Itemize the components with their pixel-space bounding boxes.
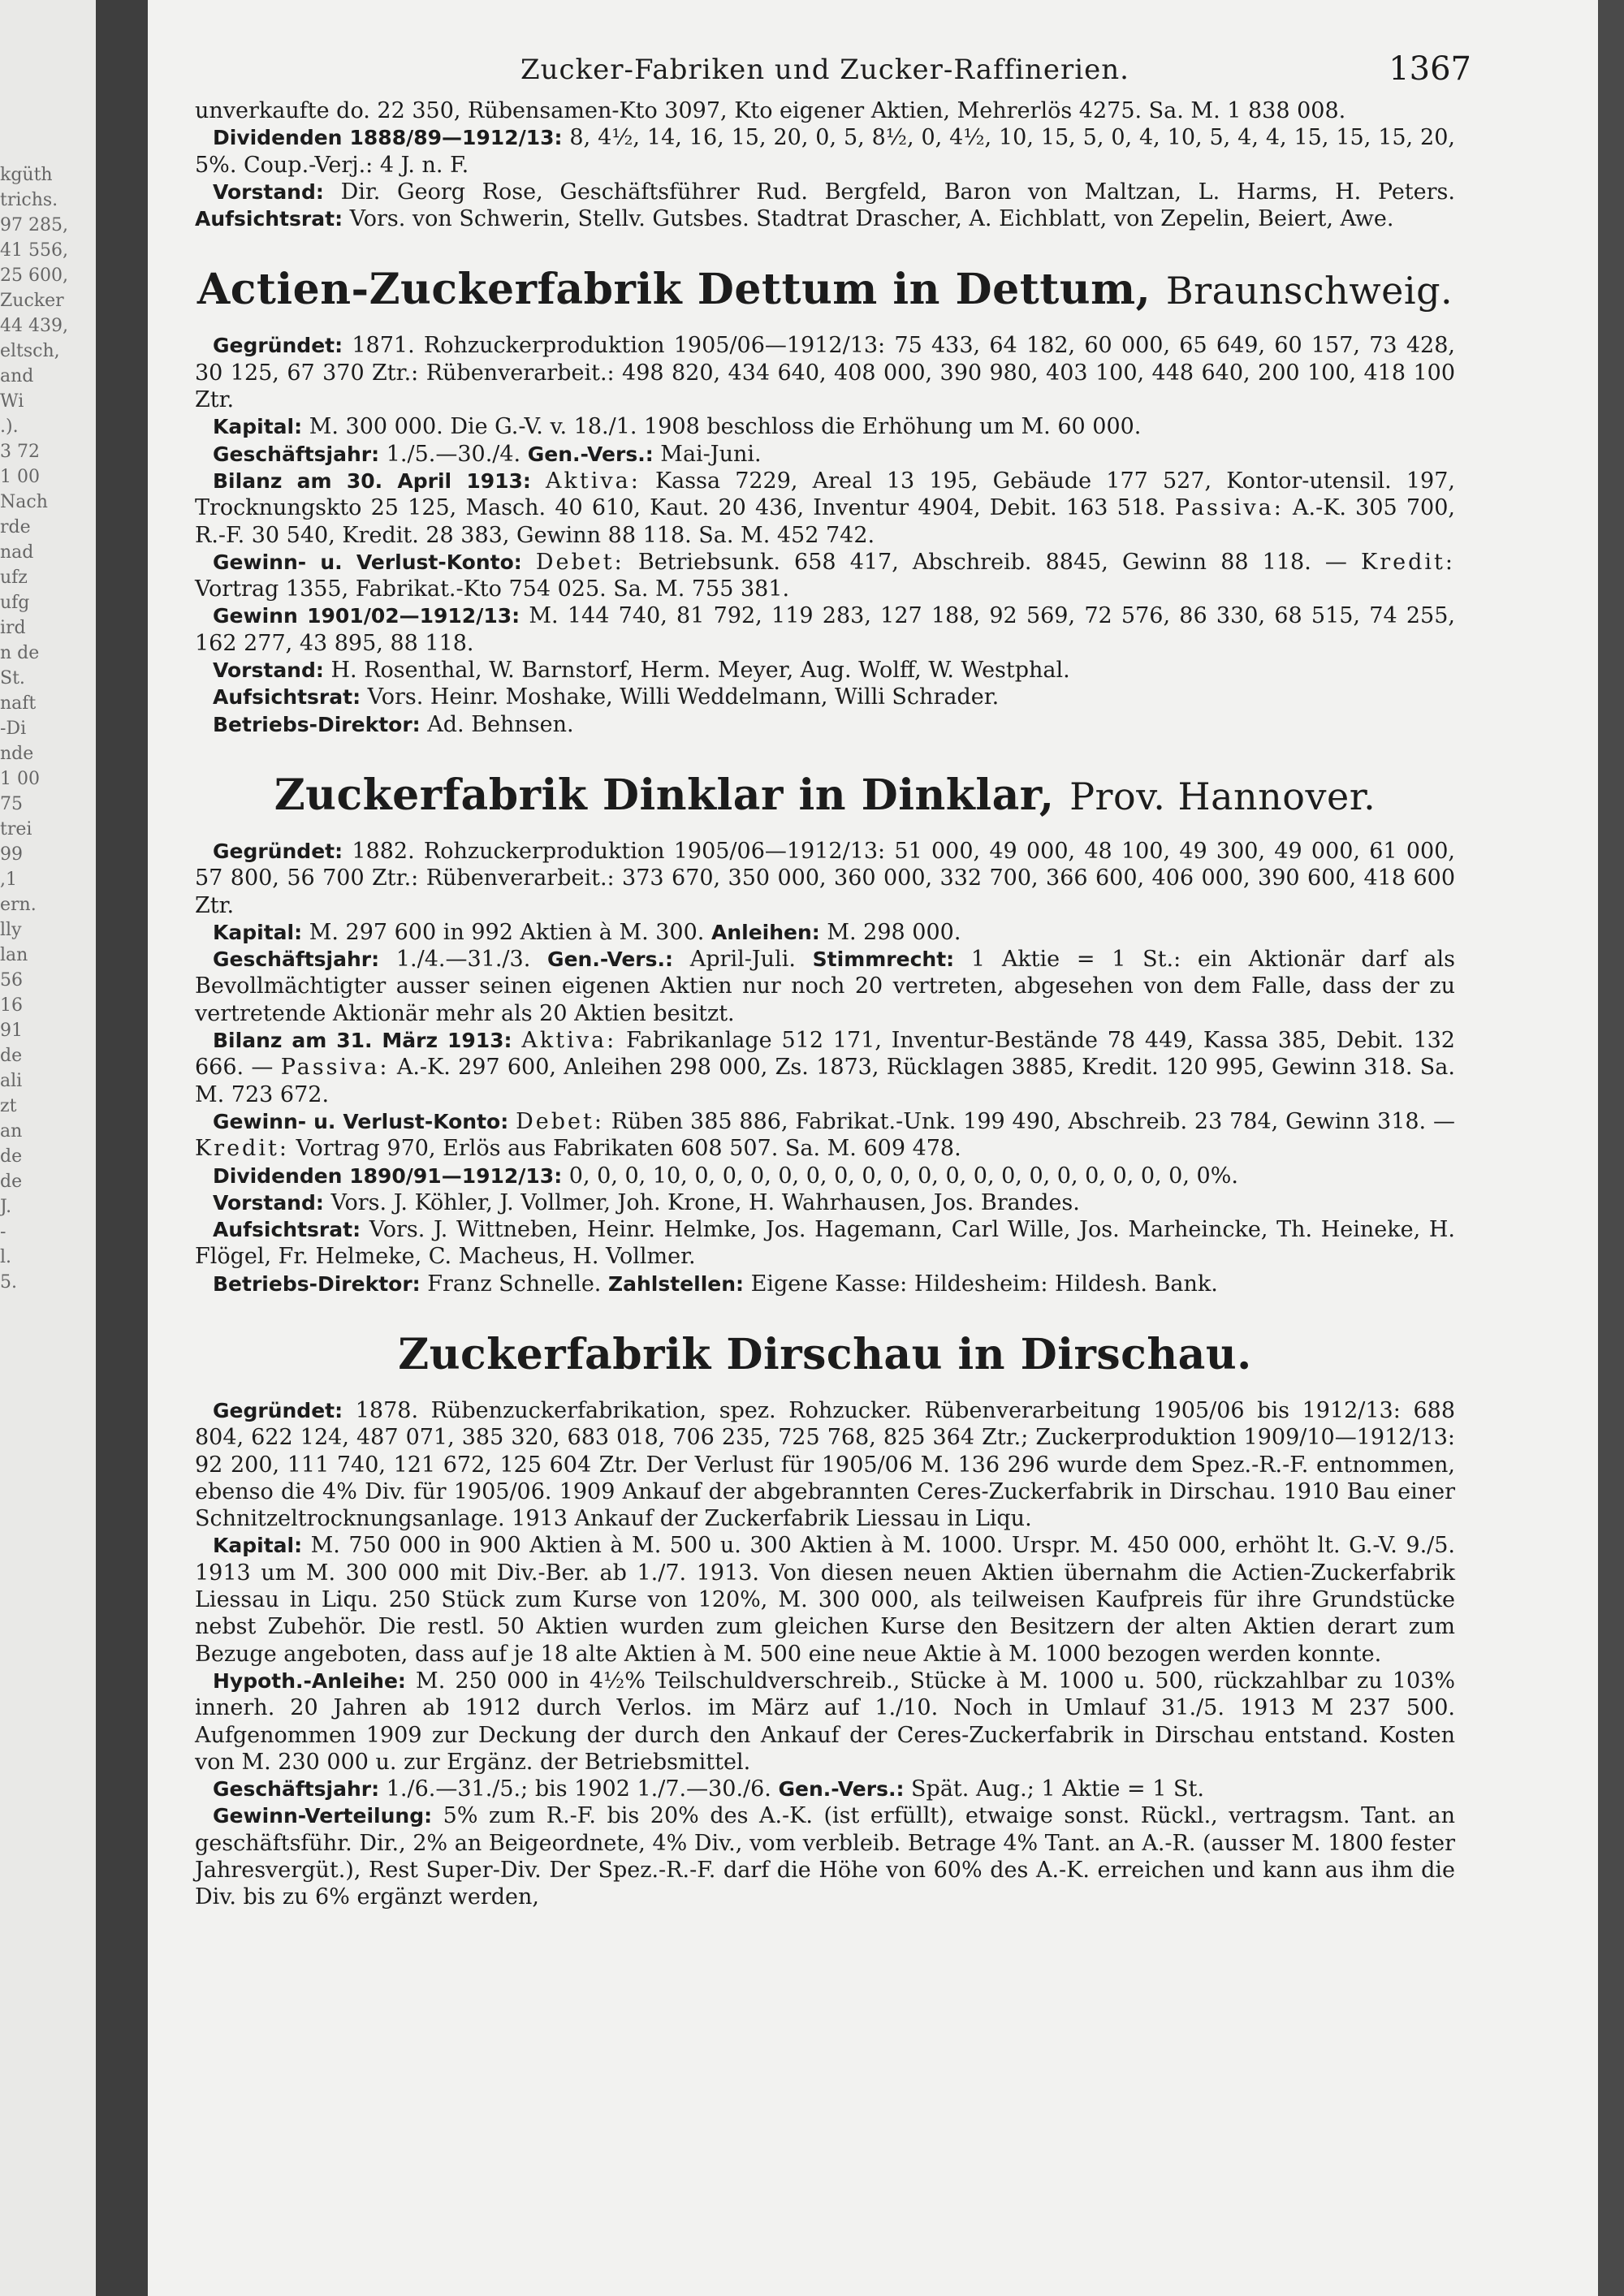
field-gewinn — [195, 602, 1455, 657]
adjacent-page-fragment: l. — [0, 1247, 12, 1267]
adjacent-page-fragment: ern. — [0, 895, 37, 915]
adjacent-page-fragment: ufz — [0, 568, 28, 588]
adjacent-page-fragment: 97 285, — [0, 215, 68, 235]
field-value: 1878. Rübenzuckerfabrikation, spez. Rohzucker. Rübenverarbeitung 1905/06 bis 1912/13: 688 804, 622 124, 487 071, 385 320, 683 018, 706 235, 725 768, 825 364 Ztr.; Zuckerproduktion 1909/10—1912/13: 92 200, 111 740, 121 672, 125 604 Ztr. Der Verlust für 1905/06 M. 136 296 wurde dem Spez.-R.-F. entnommen, ebenso die 4% Div. für 1905/06. 1909 Ankauf der abgebrannten Ceres-Zuckerfabrik in Dirschau. 1910 Bau einer Schnitzeltrocknungsanlage. 1913 Ankauf der Zuckerfabrik Liessau in Liqu. — [195, 1397, 1455, 1532]
sub-label: Aktiva: — [521, 1028, 617, 1054]
field-guv — [195, 549, 1455, 603]
field-label: Gen.-Vers.: — [778, 1777, 905, 1802]
field-value: 1./5.—30./4. — [386, 441, 521, 467]
adjacent-page-fragment: J. — [0, 1197, 12, 1217]
field-value: 1 Aktie = 1 St.: ein Aktionär darf als Bevollmächtigter ausser seinen eigenen Aktien nur noch 20 vertreten, abgesehen von dem Falle, dass der zu vertretende Aktionär mehr als 20 Aktien besitzt. — [195, 947, 1456, 1026]
adjacent-page-fragment: and — [0, 366, 34, 386]
field-label: Bilanz am 31. März 1913: — [213, 1029, 512, 1053]
adjacent-page-fragment: 41 556, — [0, 240, 68, 261]
field-value: Vors. J. Köhler, J. Vollmer, Joh. Krone, H. Wahrhausen, Jos. Brandes. — [330, 1189, 1080, 1215]
field-label: Dividenden 1890/91—1912/13: — [213, 1163, 563, 1188]
sub-label: Passiva: — [1174, 495, 1284, 521]
adjacent-page-text — [0, 162, 89, 1295]
adjacent-page-fragment: ufg — [0, 593, 30, 613]
entry-dettum — [195, 265, 1455, 737]
adjacent-page-fragment: nad — [0, 542, 34, 563]
field-label: Kapital: — [213, 920, 303, 944]
adjacent-page-fragment: 3 72 — [0, 442, 40, 462]
running-title: Zucker-Fabriken und Zucker-Raffinerien. — [520, 54, 1129, 86]
field-value: Dir. Georg Rose, Geschäftsführer Rud. Bergfeld, Baron von Maltzan, L. Harms, H. Peters. — [340, 179, 1455, 205]
field-label: Gewinn- u. Verlust-Konto: — [213, 550, 522, 574]
field-value: Mai-Juni. — [660, 441, 762, 467]
field-value: Betriebsunk. 658 417, Abschreib. 8845, Gewinn 88 118. — — [637, 549, 1347, 575]
field-geschaeftsjahr — [195, 1776, 1455, 1802]
company-name: Actien-Zuckerfabrik Dettum in Dettum, — [197, 265, 1151, 315]
field-kapital — [195, 413, 1455, 440]
adjacent-page-fragment: de — [0, 1146, 23, 1167]
field-value: 1882. Rohzuckerproduktion 1905/06—1912/13: 51 000, 49 000, 48 100, 49 300, 49 000, 61 000, 57 800, 56 700 Ztr.: Rübenverarbeit.: 373 670, 350 000, 360 000, 332 700, 366 600, 406 000, 390 600, 418 600 Ztr. — [195, 838, 1455, 918]
field-value: H. Rosenthal, W. Barnstorf, Herm. Meyer, Aug. Wolff, W. Westphal. — [330, 658, 1070, 684]
field-geschaeftsjahr — [195, 946, 1455, 1027]
field-label: Gegründet: — [213, 839, 343, 863]
adjacent-page-fragment: ,1 — [0, 870, 17, 890]
field-value: Ad. Behnsen. — [427, 711, 574, 737]
field-value: 5% zum R.-F. bis 20% des A.-K. (ist erfüllt), etwaige sonst. Rückl., vertragsm. Tant. an geschäftsführ. Dir., 2% an Beigeordnete, 4% Div., vom verbleib. Betrage 4% Tant. an A.-R. (ausser M. 1800 fester Jahresvergüt.), Rest Super-Div. Der Spez.-R.-F. darf die Höhe von 60% des A.-K. erreichen und kann aus ihm die Div. bis zu 6% ergänzt werden, — [195, 1803, 1455, 1910]
adjacent-page-fragment: .). — [0, 416, 19, 437]
page-body — [195, 50, 1471, 1911]
field-value: 1871. Rohzuckerproduktion 1905/06—1912/13: 75 433, 64 182, 60 000, 65 649, 60 157, 73 428, 30 125, 67 370 Ztr.: Rübenverarbeit.: 498 820, 434 640, 408 000, 390 980, 403 100, 448 640, 200 100, 418 100 Ztr. — [195, 333, 1455, 413]
adjacent-page-fragment: naft — [0, 693, 37, 714]
page-number: 1367 — [1389, 50, 1471, 88]
adjacent-page-fragment: ali — [0, 1071, 23, 1091]
field-value: Vortrag 1355, Fabrikat.-Kto 754 025. Sa. M. 755 381. — [195, 576, 790, 602]
intro-line — [195, 97, 1455, 124]
field-value: 1./4.—31./3. — [395, 947, 531, 973]
adjacent-page-fragment: lly — [0, 920, 22, 940]
company-place: Braunschweig. — [1165, 269, 1453, 313]
sub-label: Aktiva: — [546, 468, 641, 494]
field-aufsichtsrat — [195, 684, 1455, 710]
adjacent-page-fragment: rde — [0, 517, 31, 537]
field-value: Eigene Kasse: Hildesheim: Hildesh. Bank. — [750, 1271, 1218, 1297]
field-betriebsdirektor — [195, 1271, 1455, 1297]
field-value: Kassa 7229, Areal 13 195, Gebäude 177 527, Kontor-utensil. 197, Trocknungskto 25 125, Masch. 40 610, Kaut. 20 436, Inventur 4904, Debit. 163 518. — [195, 468, 1455, 521]
field-vorstand — [195, 1189, 1455, 1216]
company-place: Prov. Hannover. — [1069, 774, 1376, 818]
running-header — [195, 50, 1471, 97]
field-label: Gen.-Vers.: — [527, 442, 654, 466]
field-label: Hypoth.-Anleihe: — [213, 1668, 406, 1693]
field-label: Zahlstellen: — [608, 1271, 745, 1296]
field-value: A.-K. 297 600, Anleihen 298 000, Zs. 1873, Rücklagen 3885, Kredit. 120 995, Gewinn 318. Sa. M. 723 672. — [195, 1055, 1455, 1107]
adjacent-page-fragment: n de — [0, 643, 40, 663]
field-value: Fabrikanlage 512 171, Inventur-Bestände 78 449, Kassa 385, Debit. 132 666. — — [195, 1028, 1455, 1081]
field-label: Gegründet: — [213, 334, 343, 358]
field-label: Stimmrecht: — [812, 947, 955, 972]
field-kapital — [195, 1532, 1455, 1667]
entry-dirschau — [195, 1330, 1455, 1911]
field-label: Aufsichtsrat: — [213, 685, 361, 710]
adjacent-page-fragment: de — [0, 1172, 23, 1192]
field-value: Vortrag 970, Erlös aus Fabrikaten 608 507. Sa. M. 609 478. — [296, 1136, 961, 1162]
field-value: M. 250 000 in 4½% Teilschuldverschreib., Stücke à M. 1000 u. 500, rückzahlbar zu 103% innerh. 20 Jahren ab 1912 durch Verlos. im März auf 1./10. Noch in Umlauf 31./5. 1913 M 237 500. Aufgenommen 1909 zur Deckung der durch den Ankauf der Ceres-Zuckerfabrik in Dirschau entstand. Kosten von M. 230 000 u. zur Ergänz. der Betriebsmittel. — [195, 1668, 1455, 1775]
field-label: Gegründet: — [213, 1398, 343, 1422]
adjacent-page-fragment: -Di — [0, 719, 27, 739]
sub-label: Debet: — [535, 549, 624, 575]
field-value: Spät. Aug.; 1 Aktie = 1 St. — [911, 1776, 1204, 1802]
field-value: Franz Schnelle. — [427, 1271, 602, 1297]
adjacent-page-fragment: Zucker — [0, 291, 64, 311]
adjacent-page-fragment: Wi — [0, 391, 24, 412]
entry-title — [195, 770, 1455, 820]
adjacent-page-fragment: 44 439, — [0, 316, 68, 336]
field-label: Gen.-Vers.: — [547, 947, 674, 972]
field-label: Vorstand: — [213, 658, 324, 683]
adjacent-page-fragment: Nach — [0, 492, 48, 512]
adjacent-page-fragment: 25 600, — [0, 265, 68, 286]
field-value: Vors. von Schwerin, Stellv. Gutsbes. Stadtrat Drascher, A. Eichblatt, von Zepelin, Beiert, Awe. — [349, 206, 1394, 232]
adjacent-page-fragment: St. — [0, 668, 25, 688]
entry-title — [195, 265, 1455, 314]
field-label: Gewinn 1901/02—1912/13: — [213, 604, 520, 628]
field-label: Betriebs-Direktor: — [213, 712, 421, 736]
adjacent-page-fragment: kgüth — [0, 165, 53, 185]
field-betriebsdirektor — [195, 711, 1455, 738]
sub-label: Kredit: — [1361, 549, 1455, 575]
field-guv — [195, 1108, 1455, 1163]
sub-label: Debet: — [516, 1108, 604, 1134]
field-value: M. 300 000. Die G.-V. v. 18./1. 1908 beschloss die Erhöhung um M. 60 000. — [309, 414, 1142, 440]
company-name: Zuckerfabrik Dinklar in Dinklar, — [274, 770, 1055, 820]
field-bilanz — [195, 1027, 1455, 1108]
entry-title — [195, 1330, 1455, 1379]
adjacent-page-fragment: 5. — [0, 1272, 17, 1293]
field-value: M. 750 000 in 900 Aktien à M. 500 u. 300 Aktien à M. 1000. Urspr. M. 450 000, erhöht lt. G.-V. 9./5. 1913 um M. 300 000 mit Div.-Ber. ab 1./7. 1913. Von diesen neuen Aktien übernahm die Actien-Zuckerfabrik Liessau in Liqu. 250 Stück zum Kurse von 120%, M. 300 000, als teilweisen Kaufpreis für ihre Grundstücke nebst Zubehör. Die restl. 50 Aktien wurden zum gleichen Kurse den Besitzern der alten Aktien derart zum Bezuge angeboten, dass auf je 18 alte Aktien à M. 500 eine neue Aktie à M. 1000 bezogen werden konnte. — [195, 1533, 1456, 1667]
field-value: 0, 0, 0, 10, 0, 0, 0, 0, 0, 0, 0, 0, 0, 0, 0, 0, 0, 0, 0, 0, 0, 0, 0%. — [568, 1163, 1238, 1189]
intro-vorstand — [195, 179, 1455, 233]
adjacent-page-fragment: 16 — [0, 995, 23, 1016]
adjacent-page-fragment: 1 00 — [0, 769, 40, 789]
field-bilanz — [195, 468, 1455, 549]
adjacent-page-fragment: de — [0, 1046, 23, 1066]
field-label: Aufsichtsrat: — [213, 1218, 361, 1242]
field-label: Vorstand: — [213, 179, 324, 204]
field-gewinn-verteilung — [195, 1802, 1455, 1910]
intro-text: unverkaufte do. 22 350, Rübensamen-Kto 3097, Kto eigener Aktien, Mehrerlös 4275. Sa. M. 1 838 008. — [195, 98, 1346, 123]
field-value: M. 144 740, 81 792, 119 283, 127 188, 92 569, 72 576, 86 330, 68 515, 74 255, 162 277, 43 895, 88 118. — [195, 603, 1455, 656]
entry-previous-continuation — [195, 97, 1455, 232]
company-name: Zuckerfabrik Dirschau in Dirschau. — [398, 1329, 1252, 1379]
intro-dividends — [195, 124, 1455, 179]
field-label: Vorstand: — [213, 1190, 324, 1215]
adjacent-page-fragment: 1 00 — [0, 467, 40, 487]
field-aufsichtsrat — [195, 1216, 1455, 1271]
entry-dinklar — [195, 770, 1455, 1297]
field-label: Geschäftsjahr: — [213, 1777, 380, 1802]
binding-gutter — [96, 0, 148, 2296]
field-label: Dividenden 1888/89—1912/13: — [213, 126, 563, 150]
field-kapital — [195, 919, 1455, 946]
adjacent-page-fragment: an — [0, 1121, 23, 1142]
adjacent-page-fragment: 91 — [0, 1021, 23, 1041]
field-dividenden — [195, 1163, 1455, 1189]
field-label: Kapital: — [213, 1534, 303, 1558]
adjacent-page-fragment: zt — [0, 1096, 17, 1116]
field-label: Aufsichtsrat: — [195, 207, 343, 231]
field-value: 8, 4½, 14, 16, 15, 20, 0, 5, 8½, 0, 4½, 10, 15, 5, 0, 4, 10, 5, 4, 4, 15, 15, 15, 20, 5%. Coup.-Verj.: 4 J. n. F. — [195, 125, 1455, 178]
adjacent-page-fragment: trei — [0, 819, 32, 839]
adjacent-page-fragment: nde — [0, 744, 34, 764]
field-gegruendet — [195, 838, 1455, 919]
field-gegruendet — [195, 1397, 1455, 1532]
adjacent-page-fragment: - — [0, 1222, 6, 1242]
adjacent-page-fragment: 56 — [0, 970, 23, 990]
field-geschaeftsjahr — [195, 441, 1455, 468]
adjacent-page-fragment: 99 — [0, 844, 23, 865]
field-label: Geschäftsjahr: — [213, 947, 380, 972]
field-value: M. 298 000. — [827, 919, 961, 945]
field-label: Kapital: — [213, 415, 303, 439]
field-label: Geschäftsjahr: — [213, 442, 380, 466]
field-value: A.-K. 305 700, R.-F. 30 540, Kredit. 28 383, Gewinn 88 118. Sa. M. 452 742. — [195, 495, 1455, 548]
page-edge-shadow — [1598, 0, 1624, 2296]
adjacent-page-fragment: eltsch, — [0, 341, 60, 361]
adjacent-page-fragment: ird — [0, 618, 26, 638]
field-label: Gewinn-Verteilung: — [213, 1804, 433, 1828]
sub-label: Kredit: — [195, 1136, 289, 1162]
field-label: Bilanz am 30. April 1913: — [213, 468, 531, 493]
field-hypoth-anleihe — [195, 1668, 1455, 1776]
field-label: Gewinn- u. Verlust-Konto: — [213, 1109, 509, 1133]
field-label: Anleihen: — [710, 920, 820, 944]
field-label: Betriebs-Direktor: — [213, 1271, 421, 1296]
field-vorstand — [195, 657, 1455, 684]
adjacent-page-fragment: 75 — [0, 794, 23, 814]
field-value: M. 297 600 in 992 Aktien à M. 300. — [309, 919, 705, 945]
sub-label: Passiva: — [280, 1055, 390, 1081]
adjacent-page-fragment: lan — [0, 945, 28, 965]
field-gegruendet — [195, 332, 1455, 413]
field-value: 1./6.—31./5.; bis 1902 1./7.—30./6. — [386, 1776, 771, 1802]
adjacent-page-fragment: trichs. — [0, 190, 58, 210]
adjacent-page-edge — [0, 0, 96, 2296]
field-value: Vors. J. Wittneben, Heinr. Helmke, Jos. Hagemann, Carl Wille, Jos. Marheincke, Th. Heineke, H. Flögel, Fr. Helmeke, C. Macheus, H. Vollmer. — [195, 1217, 1455, 1270]
field-value: Vors. Heinr. Moshake, Willi Weddelmann, Willi Schrader. — [367, 684, 1000, 710]
field-value: April-Juli. — [689, 947, 796, 973]
field-value: Rüben 385 886, Fabrikat.-Unk. 199 490, Abschreib. 23 784, Gewinn 318. — — [611, 1108, 1455, 1134]
